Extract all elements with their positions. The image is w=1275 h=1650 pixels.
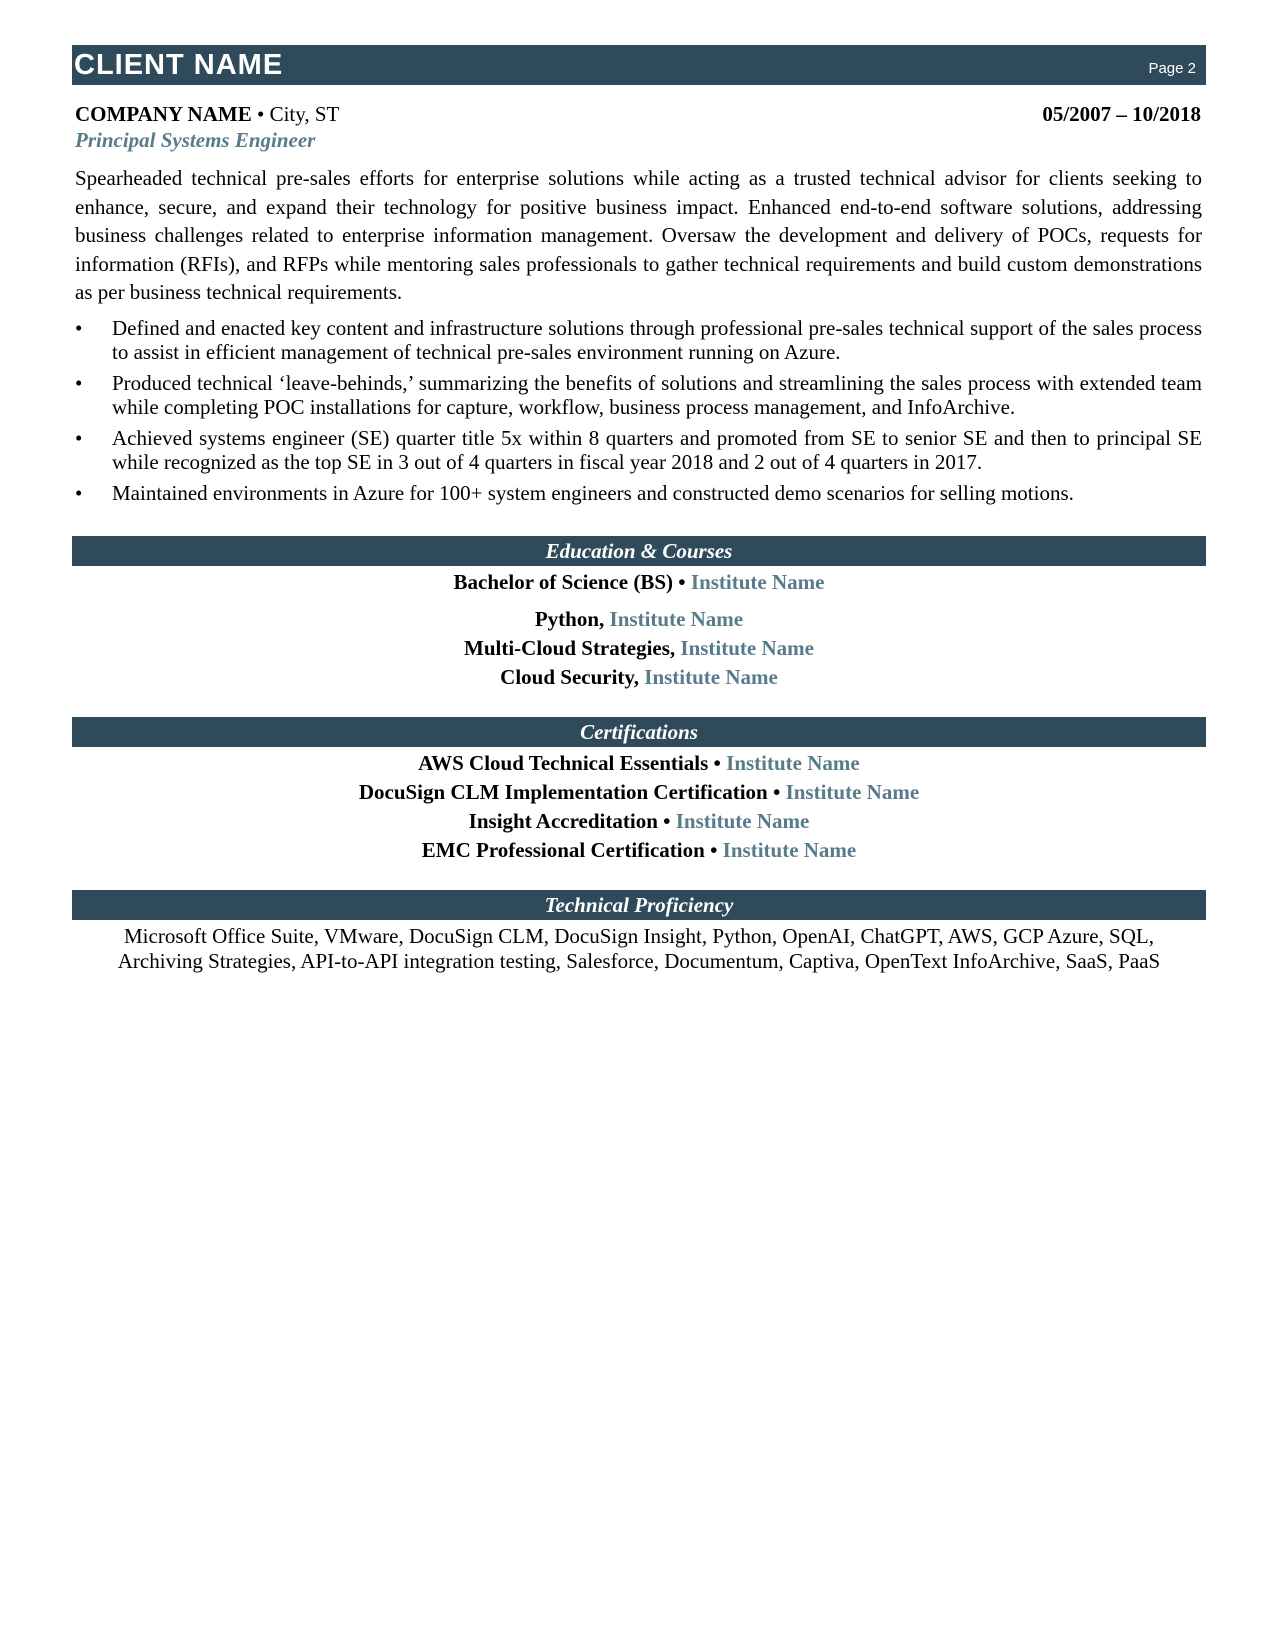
certification-line — [72, 749, 1206, 778]
degree-line — [72, 568, 1206, 597]
technical-block — [72, 924, 1206, 974]
company-location: • City, ST — [251, 102, 340, 126]
technical-heading: Technical Proficiency — [544, 893, 734, 917]
course-line — [72, 634, 1206, 663]
course-institute: Institute Name — [639, 665, 778, 689]
degree-institute: Institute Name — [690, 570, 825, 594]
job-header — [75, 101, 1201, 127]
list-item — [75, 371, 1202, 419]
education-block — [72, 568, 1206, 692]
course-institute: Institute Name — [675, 636, 814, 660]
certification-line — [72, 836, 1206, 865]
job-dates: 05/2007 – 10/2018 — [1042, 102, 1201, 126]
technical-skills-line: Archiving Strategies, API-to-API integration testing, Salesforce, Documentum, Captiva, OpenText InfoArchive, SaaS, PaaS — [117, 949, 1161, 973]
job-title: Principal Systems Engineer — [75, 128, 316, 152]
certification-name: AWS Cloud Technical Essentials — [418, 751, 709, 775]
course-name: Multi-Cloud Strategies, — [464, 636, 676, 660]
degree-separator: • — [673, 570, 691, 594]
certifications-block — [72, 749, 1206, 865]
certification-separator: • — [767, 780, 786, 804]
certification-name: DocuSign CLM Implementation Certification — [358, 780, 768, 804]
certification-institute: Institute Name — [722, 838, 857, 862]
list-item — [75, 481, 1202, 505]
certifications-heading: Certifications — [580, 720, 698, 744]
achievement-list — [75, 316, 1202, 512]
job-summary: Spearheaded technical pre-sales efforts for enterprise solutions while acting as a trusted technical advisor for clients seeking to enhance, secure, and expand their technology for positive business impact. Enhanced end-to-end software solutions, addressing business challenges related to enterprise information management. Oversaw the development and delivery of POCs, requests for information (RFIs), and RFPs while mentoring sales professionals to gather technical requirements and build custom demonstrations as per business technical requirements. — [75, 166, 1202, 305]
course-name: Cloud Security, — [500, 665, 640, 689]
certification-institute: Institute Name — [675, 809, 810, 833]
bullet-icon: • — [75, 371, 83, 395]
bullet-text: Achieved systems engineer (SE) quarter title 5x within 8 quarters and promoted from SE to senior SE and then to principal SE while recognized as the top SE in 3 out of 4 quarters in fiscal year 2018 and 2 out of 4 quarters in 2017. — [112, 426, 1202, 474]
bullet-text: Produced technical ‘leave-behinds,’ summarizing the benefits of solutions and streamlining the sales process with extended team while completing POC installations for capture, workflow, business process management, and InfoArchive. — [112, 371, 1202, 419]
certification-institute: Institute Name — [785, 780, 920, 804]
certification-separator: • — [704, 838, 723, 862]
certification-name: EMC Professional Certification — [421, 838, 705, 862]
header-bar — [72, 45, 1206, 85]
bullet-text: Defined and enacted key content and infrastructure solutions through professional pre-sales technical support of the sales process to assist in efficient management of technical pre-sales environment running on Azure. — [112, 316, 1202, 364]
course-institute: Institute Name — [604, 607, 744, 631]
certification-name: Insight Accreditation — [468, 809, 658, 833]
certification-separator: • — [708, 751, 727, 775]
education-heading: Education & Courses — [545, 539, 733, 563]
bullet-icon: • — [75, 316, 83, 340]
list-item — [75, 426, 1202, 474]
course-line — [72, 605, 1206, 634]
course-line — [72, 663, 1206, 692]
certification-line — [72, 778, 1206, 807]
certification-institute: Institute Name — [726, 751, 860, 775]
company-name: COMPANY NAME — [75, 102, 252, 126]
client-name: CLIENT NAME — [74, 49, 284, 81]
bullet-icon: • — [75, 481, 83, 505]
bullet-text: Maintained environments in Azure for 100+ system engineers and constructed demo scenarios for selling motions. — [112, 481, 1074, 505]
certification-line — [72, 807, 1206, 836]
technical-heading-bar — [72, 890, 1206, 920]
certifications-heading-bar — [72, 717, 1206, 747]
education-heading-bar — [72, 536, 1206, 566]
technical-skills-line: Microsoft Office Suite, VMware, DocuSign CLM, DocuSign Insight, Python, OpenAI, ChatGPT, AWS, GCP Azure, SQL, — [124, 924, 1154, 948]
page-number: Page 2 — [1148, 60, 1196, 77]
list-item — [75, 316, 1202, 364]
bullet-icon: • — [75, 426, 83, 450]
course-name: Python, — [534, 607, 605, 631]
certification-separator: • — [657, 809, 676, 833]
degree-name: Bachelor of Science (BS) — [453, 570, 674, 594]
